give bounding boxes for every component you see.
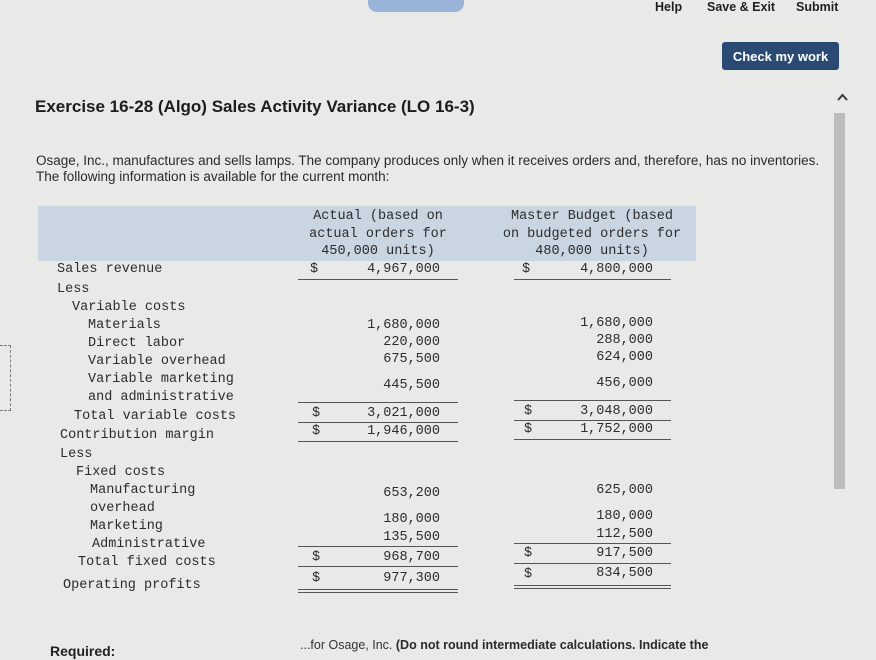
submit-link[interactable]: Submit	[796, 0, 839, 14]
currency-sign: $	[524, 546, 533, 561]
currency-sign: $	[312, 571, 321, 586]
save-exit-link[interactable]: Save & Exit	[707, 0, 776, 14]
actual-value: 180,000	[383, 512, 440, 527]
col-header-actual: Actual (based on actual orders for 450,000 units)	[309, 209, 447, 259]
actual-value: 977,300	[383, 571, 440, 586]
row-label: Sales revenue	[57, 262, 163, 277]
currency-sign: $	[524, 422, 533, 437]
underline	[298, 422, 458, 423]
budget-value: 917,500	[596, 546, 653, 561]
currency-sign: $	[312, 424, 321, 439]
actual-value: 1,946,000	[367, 424, 440, 439]
actual-value: 4,967,000	[367, 262, 440, 277]
help-link[interactable]: Help	[655, 0, 683, 14]
currency-sign: $	[522, 262, 531, 277]
underline	[298, 441, 458, 442]
budget-value: 180,000	[596, 509, 653, 524]
underline	[514, 439, 671, 440]
budget-value: 112,500	[596, 527, 653, 542]
underline	[514, 400, 671, 401]
budget-value: 625,000	[596, 483, 653, 498]
intro-text: Osage, Inc., manufactures and sells lamps. The company produces only when it receives orders and, therefore, has no inventories. The following information is available for the current month:	[36, 153, 820, 184]
underline	[514, 543, 671, 544]
budget-value: 1,680,000	[580, 316, 653, 331]
scrollbar-thumb[interactable]	[834, 113, 845, 489]
underline	[514, 563, 671, 564]
actual-value: 3,021,000	[367, 406, 440, 421]
underline	[514, 279, 671, 280]
budget-value: 624,000	[596, 350, 653, 365]
row-label: Fixed costs	[76, 465, 166, 480]
budget-value: 834,500	[596, 566, 653, 581]
underline	[298, 546, 458, 547]
row-label: overhead	[90, 501, 155, 516]
actual-value: 968,700	[383, 550, 440, 565]
budget-value: 1,752,000	[580, 422, 653, 437]
row-label: Direct labor	[88, 336, 186, 351]
col-header-budget: Master Budget (based on budgeted orders for 480,000 units)	[502, 209, 682, 259]
actual-value: 220,000	[383, 335, 440, 350]
double-underline	[514, 588, 671, 589]
row-label: and administrative	[88, 390, 234, 405]
row-label: Less	[60, 447, 93, 462]
currency-sign: $	[312, 550, 321, 565]
side-marker	[0, 345, 11, 411]
row-label: Operating profits	[63, 578, 201, 593]
row-label: Total fixed costs	[78, 555, 216, 570]
currency-sign: $	[524, 404, 533, 419]
row-label: Contribution margin	[60, 428, 214, 443]
required-label: Required:	[50, 643, 116, 659]
currency-sign: $	[524, 567, 533, 582]
top-tab[interactable]	[368, 0, 464, 12]
underline	[298, 566, 458, 567]
underline	[298, 279, 458, 280]
row-label: Materials	[88, 318, 161, 333]
underline	[298, 402, 458, 403]
row-label: Marketing	[90, 519, 163, 534]
actual-value: 653,200	[383, 486, 440, 501]
row-label: Administrative	[92, 537, 206, 552]
exercise-title: Exercise 16-28 (Algo) Sales Activity Variance (LO 16-3)	[35, 97, 475, 116]
row-label: Variable marketing	[88, 372, 234, 387]
double-underline	[514, 585, 671, 586]
underline	[514, 420, 671, 421]
double-underline	[298, 589, 458, 590]
double-underline	[298, 592, 458, 593]
row-label: Total variable costs	[74, 409, 237, 424]
row-label: Manufacturing	[90, 483, 196, 498]
budget-value: 3,048,000	[580, 404, 653, 419]
actual-value: 135,500	[383, 530, 440, 545]
check-my-work-button[interactable]: Check my work	[722, 42, 839, 70]
required-instructions: ...for Osage, Inc. (Do not round intermediate calculations. Indicate the	[300, 638, 709, 652]
row-label: Less	[57, 282, 90, 297]
actual-value: 1,680,000	[367, 318, 440, 333]
budget-value: 4,800,000	[580, 262, 653, 277]
actual-value: 445,500	[383, 378, 440, 393]
row-label: Variable costs	[72, 300, 186, 315]
currency-sign: $	[310, 262, 319, 277]
budget-value: 288,000	[596, 333, 653, 348]
currency-sign: $	[312, 406, 321, 421]
chevron-up-icon[interactable]	[837, 92, 848, 104]
budget-value: 456,000	[596, 376, 653, 391]
row-label: Variable overhead	[88, 354, 226, 369]
actual-value: 675,500	[383, 352, 440, 367]
